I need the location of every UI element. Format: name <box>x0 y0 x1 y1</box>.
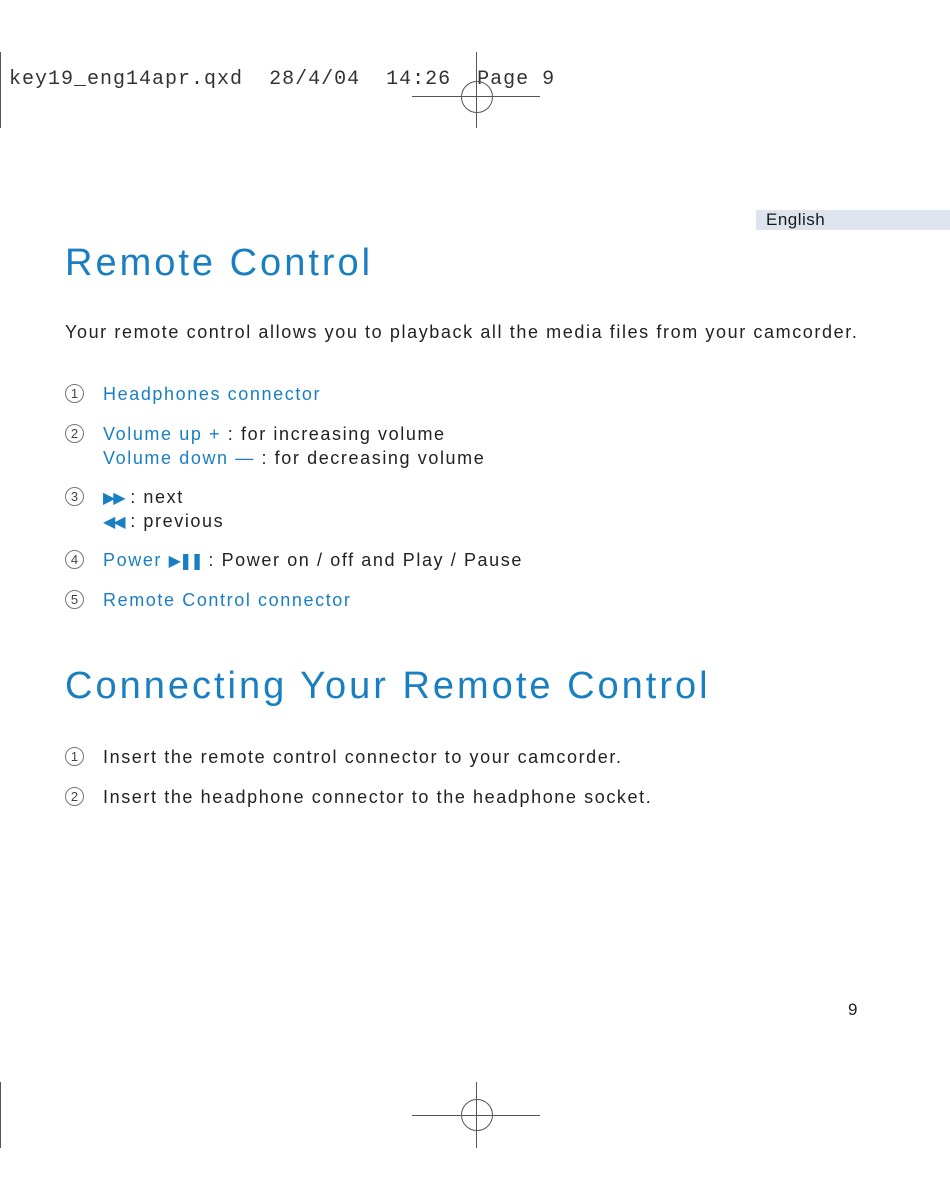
crop-mark-top-left <box>0 52 1 128</box>
play-pause-icon: ▶❚❚ <box>168 553 202 570</box>
item-label: Remote Control connector <box>103 590 352 610</box>
fast-forward-icon: ▶▶ <box>103 490 124 507</box>
item-number: 1 <box>65 747 84 766</box>
slug-time: 14:26 <box>386 68 452 91</box>
item-line <box>103 549 523 573</box>
section-title-connecting: Connecting Your Remote Control <box>65 665 711 707</box>
slug-page: Page 9 <box>477 68 556 91</box>
volume-up-label: Volume up + <box>103 424 222 444</box>
next-desc: : next <box>123 487 184 507</box>
crop-mark-bottom-left <box>0 1082 1 1148</box>
intro-text: Your remote control allows you to playback all the media files from your camcorder. <box>65 322 859 342</box>
item-number: 5 <box>65 590 84 609</box>
item-number: 4 <box>65 550 84 569</box>
item-text: Insert the remote control connector to your camcorder. <box>103 747 623 767</box>
item-label: Headphones connector <box>103 384 322 404</box>
item-line <box>103 447 485 469</box>
volume-up-desc: : for increasing volume <box>221 424 446 444</box>
item-number: 3 <box>65 487 84 506</box>
item-line <box>103 423 446 445</box>
item-line <box>103 510 224 534</box>
previous-desc: : previous <box>123 511 225 531</box>
volume-down-desc: : for decreasing volume <box>254 448 486 468</box>
section-title-remote-control: Remote Control <box>65 242 374 284</box>
item-text: Insert the headphone connector to the headphone socket. <box>103 787 653 807</box>
item-number: 1 <box>65 384 84 403</box>
power-desc: : Power on / off and Play / Pause <box>201 550 523 570</box>
volume-down-label: Volume down — <box>103 448 255 468</box>
registration-mark-icon <box>461 1099 493 1131</box>
rewind-icon: ◀◀ <box>103 514 124 531</box>
page-number: 9 <box>848 1000 858 1019</box>
slug-file: key19_eng14apr.qxd <box>9 68 244 91</box>
slug-date: 28/4/04 <box>269 68 361 91</box>
item-number: 2 <box>65 424 84 443</box>
registration-mark-icon <box>461 81 493 113</box>
language-tab: English <box>756 210 950 230</box>
item-number: 2 <box>65 787 84 806</box>
power-label: Power <box>103 550 163 570</box>
item-line <box>103 486 184 510</box>
